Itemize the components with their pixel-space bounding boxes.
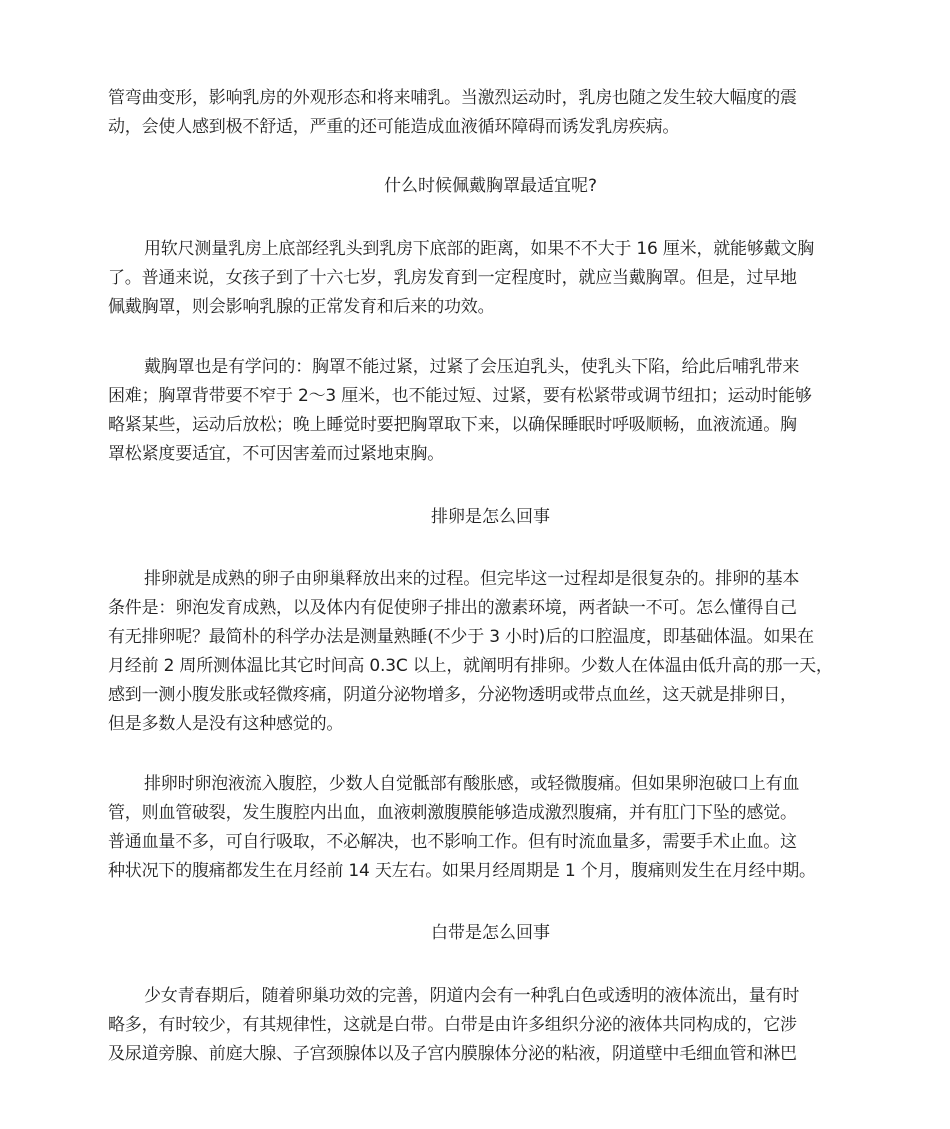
text-line: 排卵时卵泡液流入腹腔，少数人自觉骶部有酸胀感，或轻微腹痛。但如果卵泡破口上有血	[144, 774, 800, 794]
text-line: 普通血量不多，可自行吸取，不必解决，也不影响工作。但有时流血量多，需要手术止血。这	[108, 832, 797, 852]
text-line: 罩松紧度要适宜，不可因害羞而过紧地束胸。	[108, 444, 444, 464]
text-line: 略多，有时较少，有其规律性，这就是白带。白带是由许多组织分泌的液体共同构成的，它涉	[108, 1015, 797, 1035]
text-line: 管弯曲变形，影响乳房的外观形态和将来哺乳。当激烈运动时，乳房也随之发生较大幅度的震	[108, 88, 797, 108]
text-line: 感到一测小腹发胀或轻微疼痛，阴道分泌物增多，分泌物透明或带点血丝，这天就是排卵日，	[108, 685, 797, 705]
text-line: 及尿道旁腺、前庭大腺、子宫颈腺体以及子宫内膜腺体分泌的粘液，阴道壁中毛细血管和淋巴	[108, 1044, 797, 1064]
text-line: 有无排卵呢？最简朴的科学办法是测量熟睡(不少于 3 小时)后的口腔温度，即基础体温。如果在	[108, 627, 814, 647]
section-heading: 什么时候佩戴胸罩最适宜呢?	[383, 176, 598, 196]
text-line: 动，会使人感到极不舒适，严重的还可能造成血液循环障碍而诱发乳房疾病。	[108, 117, 680, 137]
text-line: 佩戴胸罩，则会影响乳腺的正常发育和后来的功效。	[108, 297, 495, 317]
text-line: 少女青春期后，随着卵巢功效的完善，阴道内会有一种乳白色或透明的液体流出，量有时	[144, 986, 800, 1006]
text-line: 用软尺测量乳房上底部经乳头到乳房下底部的距离，如果不不大于 16 厘米，就能够戴文胸	[144, 239, 815, 259]
text-line: 排卵就是成熟的卵子由卵巢释放出来的过程。但完毕这一过程却是很复杂的。排卵的基本	[144, 569, 800, 589]
text-line: 了。普通来说，女孩子到了十六七岁，乳房发育到一定程度时，就应当戴胸罩。但是，过早地	[108, 268, 797, 288]
section-heading: 白带是怎么回事	[431, 923, 550, 943]
text-line: 管，则血管破裂，发生腹腔内出血，血液刺激腹膜能够造成激烈腹痛，并有肛门下坠的感觉。	[108, 803, 797, 823]
text-line: 戴胸罩也是有学问的：胸罩不能过紧，过紧了会压迫乳头，使乳头下陷，给此后哺乳带来	[144, 357, 800, 377]
section-heading: 排卵是怎么回事	[431, 507, 550, 527]
text-line: 略紧某些，运动后放松；晚上睡觉时要把胸罩取下来，以确保睡眠时呼吸顺畅，血液流通。胸	[108, 415, 797, 435]
text-line: 种状况下的腹痛都发生在月经前 14 天左右。如果月经周期是 1 个月，腹痛则发生在月经中期。	[108, 861, 816, 881]
text-line: 但是多数人是没有这种感觉的。	[108, 714, 344, 734]
text-line: 条件是：卵泡发育成熟，以及体内有促使卵子排出的激素环境，两者缺一不可。怎么懂得自己	[108, 598, 797, 618]
text-line: 月经前 2 周所测体温比其它时间高 0.3C 以上，就阐明有排卵。少数人在体温由低升高的那一天，	[108, 656, 833, 676]
text-line: 困难；胸罩背带要不窄于 2～3 厘米，也不能过短、过紧，要有松紧带或调节纽扣；运动时能够	[108, 386, 812, 406]
